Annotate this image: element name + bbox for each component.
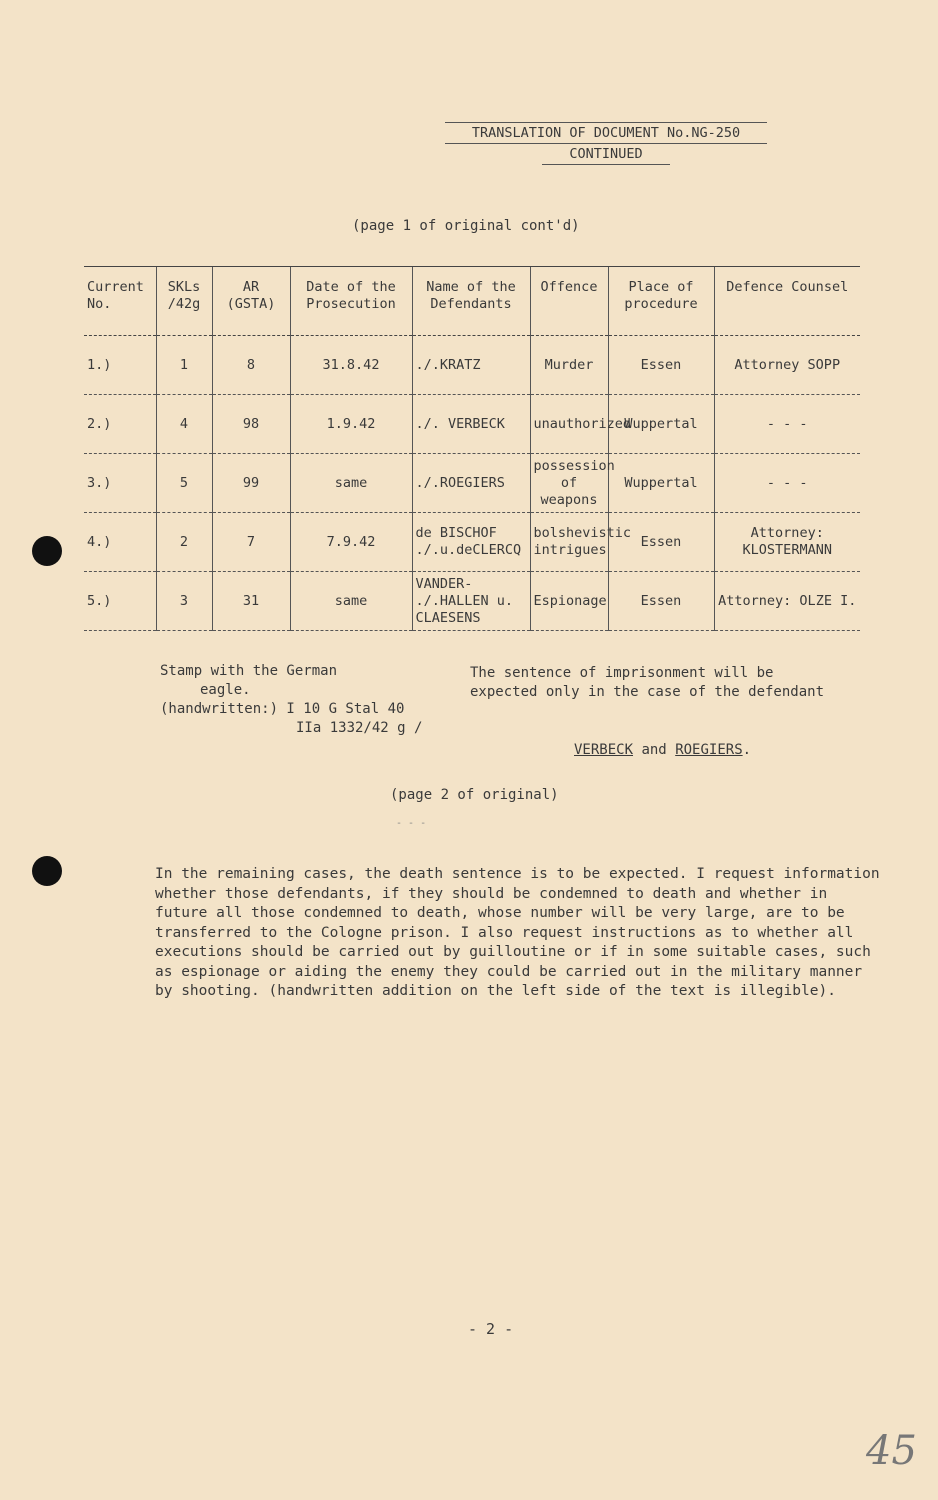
header-title: TRANSLATION OF DOCUMENT No.NG-250	[445, 122, 767, 144]
table-cell: 1.9.42	[290, 395, 412, 454]
table-cell: 3.)	[84, 454, 156, 513]
handwritten-page-mark: 45	[866, 1428, 917, 1474]
table-cell: Essen	[608, 513, 714, 572]
table-cell: Wuppertal	[608, 395, 714, 454]
table-row	[84, 336, 860, 395]
table-row	[84, 454, 860, 513]
defendant-name: VERBECK	[574, 742, 634, 758]
stamp-line: IIa 1332/42 g /	[296, 720, 423, 736]
table-row	[84, 513, 860, 572]
stamp-line: (handwritten:) I 10 G Stal 40	[160, 701, 405, 717]
table-cell: ./.KRATZ	[412, 336, 530, 395]
table-cell: ./.ROEGIERS	[412, 454, 530, 513]
table-cell: - - -	[714, 395, 860, 454]
table-cell: 31	[212, 572, 290, 631]
note-line: The sentence of imprisonment will be	[470, 665, 774, 681]
page-number: - 2 -	[468, 1320, 514, 1338]
document-header	[445, 122, 767, 165]
sentence-note	[470, 664, 824, 702]
table-cell: 4	[156, 395, 212, 454]
column-header: AR (GSTA)	[212, 267, 290, 336]
table-cell: Espionage	[530, 572, 608, 631]
table-cell: 7.9.42	[290, 513, 412, 572]
prosecution-table	[84, 266, 860, 631]
table-cell: 2	[156, 513, 212, 572]
table-cell: Attorney SOPP	[714, 336, 860, 395]
table-cell: 7	[212, 513, 290, 572]
table-cell: - - -	[714, 454, 860, 513]
table-cell: possession of weapons	[530, 454, 608, 513]
table-cell: de BISCHOF ./.u.deCLERCQ	[412, 513, 530, 572]
table-cell: Essen	[608, 336, 714, 395]
header-subtitle: CONTINUED	[542, 144, 670, 165]
punch-hole	[32, 536, 62, 566]
table-cell: 99	[212, 454, 290, 513]
stamp-line: eagle.	[200, 682, 251, 698]
table-row	[84, 572, 860, 631]
column-header: Defence Counsel	[714, 267, 860, 336]
page-note-top: (page 1 of original cont'd)	[352, 218, 580, 234]
note-line: expected only in the case of the defendant	[470, 684, 825, 700]
table-cell: 98	[212, 395, 290, 454]
table-cell: Murder	[530, 336, 608, 395]
table-cell: Wuppertal	[608, 454, 714, 513]
table-cell: 31.8.42	[290, 336, 412, 395]
column-header: Name of the Defendants	[412, 267, 530, 336]
defendant-name: ROEGIERS	[675, 742, 743, 758]
punch-hole	[32, 856, 62, 886]
table-cell: ./. VERBECK	[412, 395, 530, 454]
table-header-row	[84, 267, 860, 336]
stamp-note	[160, 662, 422, 738]
table-cell: 3	[156, 572, 212, 631]
column-header: Place of procedure	[608, 267, 714, 336]
page-note-mid: (page 2 of original)	[390, 787, 559, 803]
separator-dash: - - -	[396, 818, 427, 829]
defendant-names: VERBECK and ROEGIERS.	[574, 742, 752, 758]
table-cell: unauthorized	[530, 395, 608, 454]
table-cell: Attorney: OLZE I.	[714, 572, 860, 631]
table-cell: Attorney: KLOSTERMANN	[714, 513, 860, 572]
column-header: Current No.	[84, 267, 156, 336]
table-cell: bolshevistic intrigues	[530, 513, 608, 572]
table-cell: 4.)	[84, 513, 156, 572]
table-cell: same	[290, 454, 412, 513]
body-paragraph: In the remaining cases, the death sentence is to be expected. I request information whether those defendants, if they should be condemned to death and whether in future all those condemned to death, whose number will be very large, are to be transferred to the Cologne prison. I also request instructions as to whether all executions should be carried out by guilloutine or if in some suitable cases, such as espionage or aiding the enemy they could be carried out in the military manner by shooting. (handwritten addition on the left side of the text is illegible).	[155, 866, 880, 999]
table-cell: 1.)	[84, 336, 156, 395]
table-cell: 5.)	[84, 572, 156, 631]
table-cell: same	[290, 572, 412, 631]
column-header: Date of the Prosecution	[290, 267, 412, 336]
table-row	[84, 395, 860, 454]
table-cell: 8	[212, 336, 290, 395]
table-cell: 5	[156, 454, 212, 513]
conjunction: and	[641, 742, 667, 758]
column-header: SKLs /42g	[156, 267, 212, 336]
table-cell: Essen	[608, 572, 714, 631]
table-cell: 1	[156, 336, 212, 395]
stamp-line: Stamp with the German	[160, 663, 338, 679]
table-cell: VANDER- ./.HALLEN u. CLAESENS	[412, 572, 530, 631]
table-cell: 2.)	[84, 395, 156, 454]
column-header: Offence	[530, 267, 608, 336]
